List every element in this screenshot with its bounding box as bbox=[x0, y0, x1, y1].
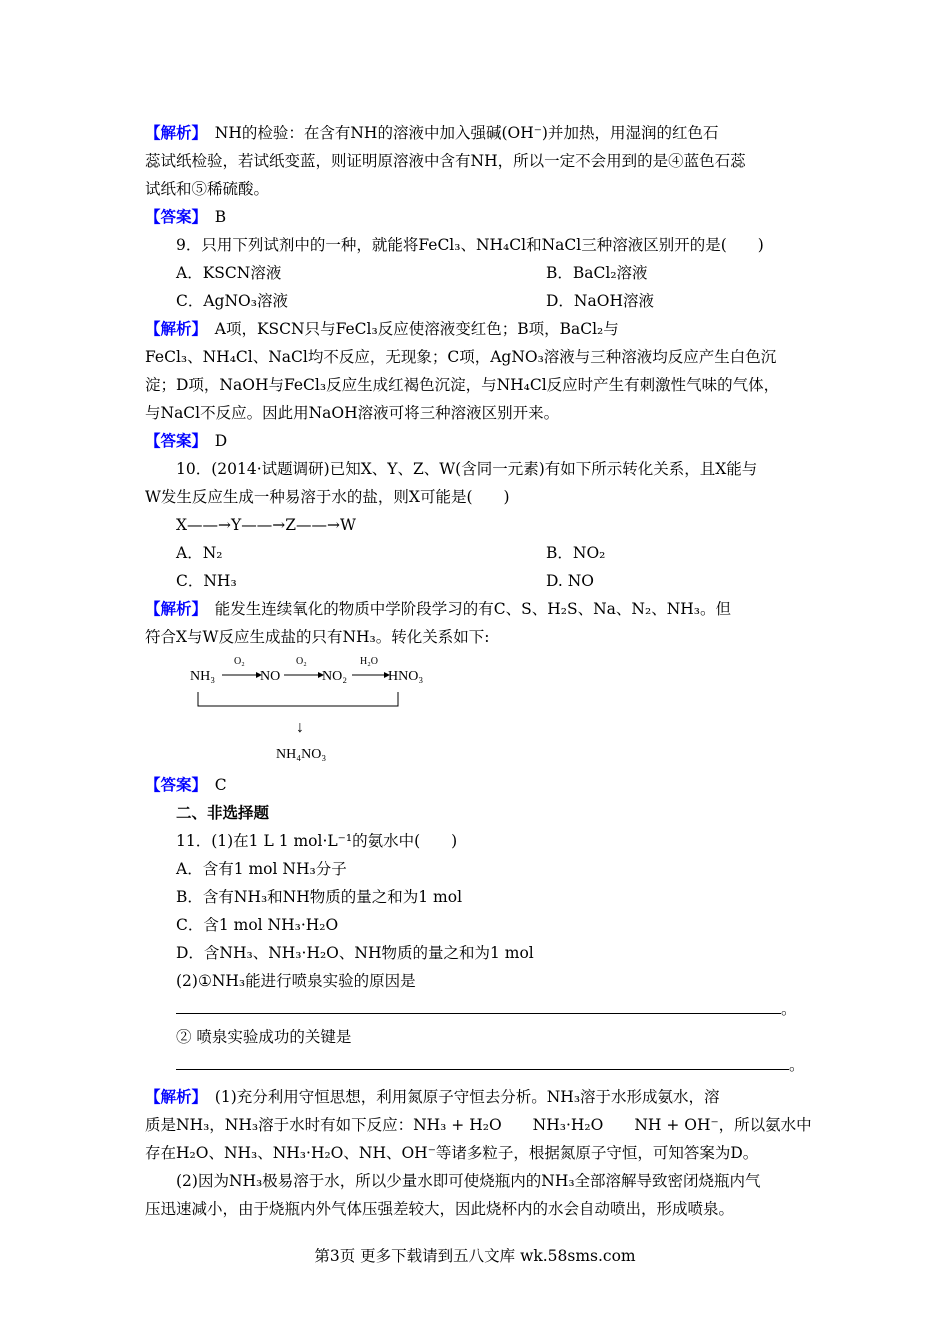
q11-option-d: D．含NH₃、NH₃·H₂O、NH物质的量之和为1 mol bbox=[176, 944, 534, 962]
q8-explanation-line2: 蕊试纸检验，若试纸变蓝，则证明原溶液中含有NH，所以一定不会用到的是④蓝色石蕊 bbox=[145, 152, 746, 170]
q11-option-b: B．含有NH₃和NH物质的量之和为1 mol bbox=[176, 888, 463, 906]
q9-explanation-line1: 【解析】 A项，KSCN只与FeCl₃反应使溶液变红色；B项，BaCl₂与 bbox=[145, 319, 619, 338]
scheme-reagent-o2-2: O₂ bbox=[296, 656, 307, 667]
q11-stem: 11．(1)在1 L 1 mol·L⁻¹的氨水中( ) bbox=[176, 832, 458, 850]
q9-explanation-line2: FeCl₃、NH₄Cl、NaCl均不反应，无现象；C项，AgNO₃溶液与三种溶液均反应产生白色沉 bbox=[145, 348, 777, 366]
q8-answer: 【答案】 B bbox=[145, 207, 227, 226]
explanation-tag: 【解析】 bbox=[145, 599, 200, 618]
answer-blank[interactable] bbox=[176, 999, 781, 1014]
q11-explanation-line2: 质是NH₃，NH₃溶于水时有如下反应：NH₃ + H₂O NH₃·H₂O NH + OH⁻，所以氨水中 bbox=[145, 1116, 812, 1134]
q9-explanation-line3: 淀；D项，NaOH与FeCl₃反应生成红褐色沉淀，与NH₄Cl反应时产生有刺激性气味的气体， bbox=[145, 376, 780, 394]
scheme-no2: NO₂ bbox=[322, 669, 348, 684]
answer-tag: 【答案】 bbox=[145, 775, 200, 794]
q11-answer-blank-2: 。 bbox=[176, 1054, 805, 1076]
q10-option-d: D. NO bbox=[546, 572, 594, 590]
scheme-hno3: HNO₃ bbox=[388, 669, 424, 684]
explanation-tag: 【解析】 bbox=[145, 1087, 200, 1106]
q10-answer: 【答案】 C bbox=[145, 775, 227, 794]
answer-blank[interactable] bbox=[176, 1055, 789, 1070]
q10-option-b: B．NO₂ bbox=[546, 544, 606, 562]
q11-explanation-line5: 压迅速减小，由于烧瓶内外气体压强差较大，因此烧杯内的水会自动喷出，形成喷泉。 bbox=[145, 1200, 735, 1218]
page-footer: 第3页 更多下载请到五八文库 wk.58sms.com bbox=[314, 1247, 636, 1265]
q9-option-b: B．BaCl₂溶液 bbox=[546, 264, 648, 282]
q11-explanation-line4: (2)因为NH₃极易溶于水，所以少量水即可使烧瓶内的NH₃全部溶解导致密闭烧瓶内气 bbox=[176, 1172, 761, 1190]
answer-tag: 【答案】 bbox=[145, 207, 200, 226]
q9-explanation-line4: 与NaCl不反应。因此用NaOH溶液可将三种溶液区别开来。 bbox=[145, 404, 560, 422]
q10-chain: X——→Y——→Z——→W bbox=[176, 516, 356, 534]
explanation-tag: 【解析】 bbox=[145, 123, 200, 142]
q10-explanation-line2: 符合X与W反应生成盐的只有NH₃。转化关系如下: bbox=[145, 628, 490, 646]
q11-option-c: C．含1 mol NH₃·H₂O bbox=[176, 916, 339, 934]
q8-explanation-line1: 【解析】 NH的检验：在含有NH的溶液中加入强碱(OH⁻)并加热，用湿润的红色石 bbox=[145, 123, 719, 142]
scheme-no: NO bbox=[260, 669, 281, 684]
q10-option-c: C．NH₃ bbox=[176, 572, 237, 590]
q11-option-a: A．含有1 mol NH₃分子 bbox=[176, 860, 347, 878]
q10-stem-line2: W发生反应生成一种易溶于水的盐，则X可能是( ) bbox=[145, 488, 510, 506]
q9-stem: 9．只用下列试剂中的一种，就能将FeCl₃、NH₄Cl和NaCl三种溶液区别开的是( ) bbox=[176, 236, 764, 254]
scheme-reagent-o2-1: O₂ bbox=[234, 656, 245, 667]
q8-explanation-line3: 试纸和⑤稀硫酸。 bbox=[145, 180, 270, 198]
q10-option-a: A．N₂ bbox=[176, 544, 223, 562]
q9-option-c: C．AgNO₃溶液 bbox=[176, 292, 288, 310]
answer-tag: 【答案】 bbox=[145, 431, 200, 450]
scheme-down-arrow: ↓ bbox=[296, 719, 304, 736]
scheme-bracket bbox=[198, 692, 398, 706]
reaction-scheme bbox=[180, 650, 460, 770]
scheme-reagent-h2o: H₂O bbox=[360, 656, 378, 667]
q11-part2-question2: ② 喷泉实验成功的关键是 bbox=[176, 1028, 352, 1046]
section-heading: 二、非选择题 bbox=[176, 803, 270, 822]
explanation-tag: 【解析】 bbox=[145, 319, 200, 338]
q11-explanation-line1: 【解析】 (1)充分利用守恒思想，利用氮原子守恒去分析。NH₃溶于水形成氨水，溶 bbox=[145, 1087, 720, 1106]
scheme-nh3: NH₃ bbox=[190, 669, 216, 684]
scheme-nh4no3: NH₄NO₃ bbox=[276, 747, 327, 762]
q10-explanation-line1: 【解析】 能发生连续氧化的物质中学阶段学习的有C、S、H₂S、Na、N₂、NH₃。但 bbox=[145, 599, 731, 618]
q9-option-d: D．NaOH溶液 bbox=[546, 292, 654, 310]
q9-answer: 【答案】 D bbox=[145, 431, 228, 450]
q11-explanation-line3: 存在H₂O、NH₃、NH₃·H₂O、NH、OH⁻等诸多粒子，根据氮原子守恒，可知答案为D。 bbox=[145, 1144, 759, 1162]
q11-answer-blank-1: 。 bbox=[176, 998, 797, 1020]
q10-stem-line1: 10．(2014·试题调研)已知X、Y、Z、W(含同一元素)有如下所示转化关系，且X能与 bbox=[176, 460, 758, 478]
q9-option-a: A．KSCN溶液 bbox=[176, 264, 282, 282]
q11-part2-question1: (2)①NH₃能进行喷泉实验的原因是 bbox=[176, 972, 416, 990]
